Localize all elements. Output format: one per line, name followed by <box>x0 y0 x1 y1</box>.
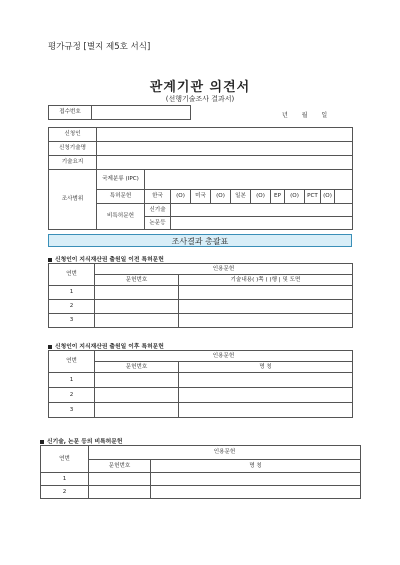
square-bullet-icon <box>48 258 52 262</box>
summary-title: 조사결과 총괄표 <box>48 234 352 247</box>
col-group: 인용문헌 <box>89 446 361 460</box>
applicant-label: 신청인 <box>49 128 97 142</box>
ipc-label: 국제분류 (IPC) <box>97 170 145 190</box>
docno-field[interactable] <box>89 486 151 499</box>
col-content: 명 칭 <box>151 460 361 473</box>
col-no: 연번 <box>49 264 95 286</box>
row-no: 1 <box>41 473 89 486</box>
later-patent-table <box>48 350 353 418</box>
row-no: 3 <box>49 403 95 418</box>
col-content: 명 칭 <box>179 362 353 373</box>
applicant-info-table <box>48 127 353 230</box>
receipt-table <box>48 105 191 120</box>
country-mark[interactable]: (O) <box>211 190 231 204</box>
country-mark[interactable]: (O) <box>285 190 305 204</box>
paper-label: 논문등 <box>145 217 171 230</box>
content-field[interactable] <box>151 473 361 486</box>
ipc-field[interactable] <box>145 170 353 190</box>
section-heading-2: 신청인이 지식재산권 출원일 이후 특허문헌 <box>48 341 164 350</box>
document-subtitle: (선행기술조사 결과서) <box>165 95 235 103</box>
content-field[interactable] <box>179 403 353 418</box>
docno-field[interactable] <box>95 300 179 314</box>
content-field[interactable] <box>179 286 353 300</box>
country-mark[interactable]: (O) <box>171 190 191 204</box>
row-no: 2 <box>41 486 89 499</box>
country-name: EP <box>271 190 285 204</box>
country-mark[interactable]: (O) <box>321 190 335 204</box>
applicant-field[interactable] <box>97 128 353 142</box>
form-code: 평가규정 [별지 제5호 서식] <box>48 42 151 52</box>
nonpatent-table <box>40 445 361 499</box>
col-no: 연번 <box>49 351 95 373</box>
col-docno: 문헌번호 <box>95 275 179 286</box>
tech-name-label: 신청기술명 <box>49 142 97 156</box>
docno-field[interactable] <box>95 403 179 418</box>
content-field[interactable] <box>179 300 353 314</box>
date-label: 년 월 일 <box>282 112 334 119</box>
section-heading-3: 신기술, 논문 등의 비특허문헌 <box>40 436 122 445</box>
patent-label: 특허문헌 <box>97 190 145 204</box>
col-group: 인용문헌 <box>95 351 353 362</box>
country-name: 일본 <box>231 190 251 204</box>
country-name: 미국 <box>191 190 211 204</box>
col-docno: 문헌번호 <box>95 362 179 373</box>
content-field[interactable] <box>179 373 353 388</box>
country-extra[interactable] <box>335 190 353 204</box>
content-field[interactable] <box>179 314 353 328</box>
receipt-number-field[interactable] <box>92 106 191 120</box>
docno-field[interactable] <box>95 388 179 403</box>
country-name: PCT <box>305 190 321 204</box>
country-name: 한국 <box>145 190 171 204</box>
content-field[interactable] <box>179 388 353 403</box>
prior-patent-table <box>48 263 353 328</box>
col-group: 인용문헌 <box>95 264 353 275</box>
nonpatent-label: 비특허문헌 <box>97 204 145 230</box>
square-bullet-icon <box>48 345 52 349</box>
col-no: 연번 <box>41 446 89 473</box>
row-no: 1 <box>49 286 95 300</box>
square-bullet-icon <box>40 440 44 444</box>
row-no: 2 <box>49 300 95 314</box>
row-no: 2 <box>49 388 95 403</box>
document-title: 관계기관 의견서 <box>149 80 251 95</box>
scope-label: 조사범위 <box>49 170 97 230</box>
country-mark[interactable]: (O) <box>251 190 271 204</box>
tech-summary-field[interactable] <box>97 156 353 170</box>
docno-field[interactable] <box>89 473 151 486</box>
content-field[interactable] <box>151 486 361 499</box>
col-content: 기술내용( )쪽 ( )행 | 및 도면 <box>179 275 353 286</box>
row-no: 1 <box>49 373 95 388</box>
tech-name-field[interactable] <box>97 142 353 156</box>
docno-field[interactable] <box>95 286 179 300</box>
paper-field[interactable] <box>171 217 353 230</box>
tech-summary-label: 기술요지 <box>49 156 97 170</box>
col-docno: 문헌번호 <box>89 460 151 473</box>
docno-field[interactable] <box>95 373 179 388</box>
section-heading-1: 신청인이 지식재산권 출원일 이전 특허문헌 <box>48 254 164 263</box>
journal-field[interactable] <box>171 204 353 217</box>
row-no: 3 <box>49 314 95 328</box>
journal-label: 신기술 <box>145 204 171 217</box>
receipt-number-label: 접수번호 <box>49 106 92 120</box>
docno-field[interactable] <box>95 314 179 328</box>
